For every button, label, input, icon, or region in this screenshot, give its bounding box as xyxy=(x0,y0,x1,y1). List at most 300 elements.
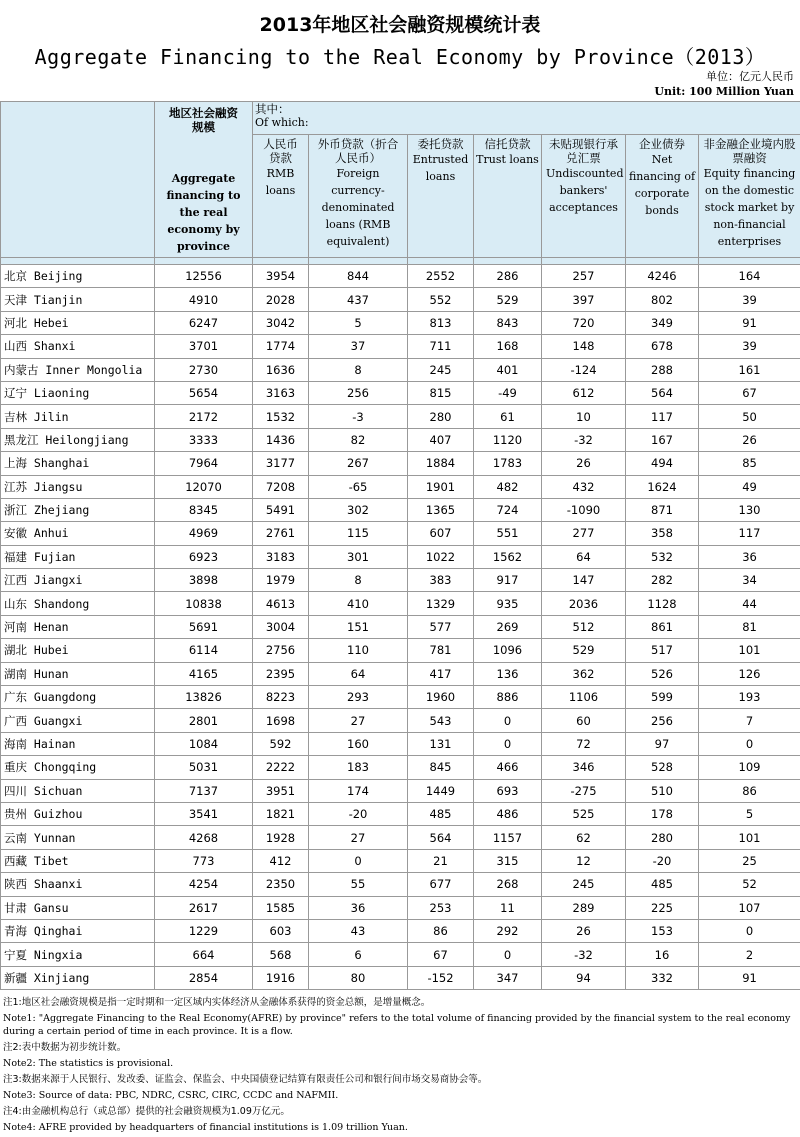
value-cell: 5491 xyxy=(253,498,309,521)
value-cell: 2761 xyxy=(253,522,309,545)
value-cell: 288 xyxy=(626,358,699,381)
province-cell: 贵州 Guizhou xyxy=(1,802,155,825)
value-cell: 4254 xyxy=(155,873,253,896)
value-cell: 529 xyxy=(474,288,542,311)
value-cell: 4969 xyxy=(155,522,253,545)
header-separator xyxy=(1,258,800,265)
table-body xyxy=(1,265,800,990)
value-cell: 52 xyxy=(699,873,800,896)
value-cell: 664 xyxy=(155,943,253,966)
value-cell: 2350 xyxy=(253,873,309,896)
value-cell: 36 xyxy=(699,545,800,568)
value-cell: 5691 xyxy=(155,615,253,638)
value-cell: 552 xyxy=(408,288,474,311)
value-cell: 80 xyxy=(309,966,408,989)
value-cell: 282 xyxy=(626,569,699,592)
value-cell: 564 xyxy=(408,826,474,849)
header-cn: 人民币贷款 xyxy=(253,135,308,165)
value-cell: 161 xyxy=(699,358,800,381)
value-cell: 1783 xyxy=(474,452,542,475)
value-cell: 97 xyxy=(626,732,699,755)
value-cell: 5 xyxy=(309,311,408,334)
value-cell: 4910 xyxy=(155,288,253,311)
value-cell: -1090 xyxy=(542,498,626,521)
value-cell: 485 xyxy=(408,802,474,825)
value-cell: 151 xyxy=(309,615,408,638)
value-cell: 10 xyxy=(542,405,626,428)
value-cell: 39 xyxy=(699,335,800,358)
financing-table xyxy=(0,101,800,990)
value-cell: 512 xyxy=(542,615,626,638)
province-cell: 江苏 Jiangsu xyxy=(1,475,155,498)
value-cell: 612 xyxy=(542,381,626,404)
value-cell: 126 xyxy=(699,662,800,685)
value-cell: 802 xyxy=(626,288,699,311)
value-cell: 12070 xyxy=(155,475,253,498)
province-cell: 福建 Fujian xyxy=(1,545,155,568)
value-cell: 3177 xyxy=(253,452,309,475)
value-cell: 861 xyxy=(626,615,699,638)
value-cell: 225 xyxy=(626,896,699,919)
header-cn: 信托贷款 xyxy=(474,135,541,151)
header-en: Undiscounted bankers' acceptances xyxy=(542,165,625,216)
province-cell: 西藏 Tibet xyxy=(1,849,155,872)
value-cell: 280 xyxy=(626,826,699,849)
value-cell: 85 xyxy=(699,452,800,475)
value-cell: 286 xyxy=(474,265,542,288)
value-cell: -49 xyxy=(474,381,542,404)
value-cell: 1928 xyxy=(253,826,309,849)
value-cell: 1901 xyxy=(408,475,474,498)
header-cn: 外币贷款（折合人民币） xyxy=(309,135,407,165)
value-cell: 5654 xyxy=(155,381,253,404)
table-row xyxy=(1,592,800,615)
value-cell: 109 xyxy=(699,756,800,779)
footnote: 注3:数据来源于人民银行、发改委、证监会、保监会、中央国债登记结算有限责任公司和银行间市场交易商协会等。 xyxy=(3,1073,797,1086)
province-cell: 四川 Sichuan xyxy=(1,779,155,802)
value-cell: 845 xyxy=(408,756,474,779)
value-cell: 724 xyxy=(474,498,542,521)
rmb-loans-header xyxy=(253,135,309,258)
value-cell: 693 xyxy=(474,779,542,802)
value-cell: 564 xyxy=(626,381,699,404)
value-cell: 1365 xyxy=(408,498,474,521)
value-cell: 349 xyxy=(626,311,699,334)
value-cell: 94 xyxy=(542,966,626,989)
province-cell: 宁夏 Ningxia xyxy=(1,943,155,966)
of-which-en: Of which: xyxy=(255,116,800,130)
value-cell: 0 xyxy=(474,732,542,755)
province-cell: 广东 Guangdong xyxy=(1,686,155,709)
value-cell: -3 xyxy=(309,405,408,428)
value-cell: 0 xyxy=(309,849,408,872)
corporate-bonds-header xyxy=(626,135,699,258)
table-row xyxy=(1,966,800,989)
table-row xyxy=(1,896,800,919)
value-cell: 1106 xyxy=(542,686,626,709)
value-cell: 482 xyxy=(474,475,542,498)
value-cell: 164 xyxy=(699,265,800,288)
aggregate-header-cn: 地区社会融资规模 xyxy=(155,104,252,134)
value-cell: 844 xyxy=(309,265,408,288)
value-cell: 110 xyxy=(309,639,408,662)
table-row xyxy=(1,311,800,334)
table-row xyxy=(1,662,800,685)
value-cell: 1096 xyxy=(474,639,542,662)
value-cell: -20 xyxy=(626,849,699,872)
province-cell: 河北 Hebei xyxy=(1,311,155,334)
value-cell: 3898 xyxy=(155,569,253,592)
table-row xyxy=(1,943,800,966)
value-cell: 27 xyxy=(309,826,408,849)
value-cell: 412 xyxy=(253,849,309,872)
value-cell: -124 xyxy=(542,358,626,381)
value-cell: 510 xyxy=(626,779,699,802)
value-cell: 1979 xyxy=(253,569,309,592)
aggregate-header-en: Aggregate financing to the real economy by province xyxy=(155,134,252,255)
value-cell: 529 xyxy=(542,639,626,662)
value-cell: 136 xyxy=(474,662,542,685)
value-cell: 280 xyxy=(408,405,474,428)
table-row xyxy=(1,452,800,475)
province-cell: 青海 Qinghai xyxy=(1,919,155,942)
value-cell: 3042 xyxy=(253,311,309,334)
province-header xyxy=(1,102,155,258)
value-cell: 1022 xyxy=(408,545,474,568)
value-cell: 3183 xyxy=(253,545,309,568)
header-en: Equity financing on the domestic stock market by non-financial enterprises xyxy=(699,165,800,250)
province-cell: 江西 Jiangxi xyxy=(1,569,155,592)
value-cell: 1636 xyxy=(253,358,309,381)
value-cell: 397 xyxy=(542,288,626,311)
value-cell: 607 xyxy=(408,522,474,545)
value-cell: 383 xyxy=(408,569,474,592)
value-cell: -152 xyxy=(408,966,474,989)
value-cell: 3333 xyxy=(155,428,253,451)
province-cell: 陕西 Shaanxi xyxy=(1,873,155,896)
value-cell: 2395 xyxy=(253,662,309,685)
value-cell: 12 xyxy=(542,849,626,872)
value-cell: 935 xyxy=(474,592,542,615)
value-cell: 5031 xyxy=(155,756,253,779)
table-row xyxy=(1,779,800,802)
province-cell: 吉林 Jilin xyxy=(1,405,155,428)
value-cell: 62 xyxy=(542,826,626,849)
province-cell: 天津 Tianjin xyxy=(1,288,155,311)
table-row xyxy=(1,569,800,592)
unit-label-en: Unit: 100 Million Yuan xyxy=(654,85,794,98)
value-cell: 407 xyxy=(408,428,474,451)
value-cell: 50 xyxy=(699,405,800,428)
value-cell: 6923 xyxy=(155,545,253,568)
footnotes xyxy=(3,996,797,1137)
table-row xyxy=(1,873,800,896)
value-cell: 101 xyxy=(699,826,800,849)
province-cell: 重庆 Chongqing xyxy=(1,756,155,779)
province-cell: 海南 Hainan xyxy=(1,732,155,755)
value-cell: 1884 xyxy=(408,452,474,475)
value-cell: 174 xyxy=(309,779,408,802)
acceptances-header xyxy=(542,135,626,258)
value-cell: 3004 xyxy=(253,615,309,638)
header-en: Entrusted loans xyxy=(408,151,473,185)
value-cell: 2172 xyxy=(155,405,253,428)
value-cell: 301 xyxy=(309,545,408,568)
value-cell: 117 xyxy=(699,522,800,545)
table-row xyxy=(1,381,800,404)
table-row xyxy=(1,288,800,311)
value-cell: 1084 xyxy=(155,732,253,755)
value-cell: 917 xyxy=(474,569,542,592)
value-cell: 494 xyxy=(626,452,699,475)
value-cell: 1229 xyxy=(155,919,253,942)
province-cell: 上海 Shanghai xyxy=(1,452,155,475)
value-cell: 401 xyxy=(474,358,542,381)
value-cell: 148 xyxy=(542,335,626,358)
table-row xyxy=(1,522,800,545)
province-cell: 甘肃 Gansu xyxy=(1,896,155,919)
value-cell: 815 xyxy=(408,381,474,404)
value-cell: 1698 xyxy=(253,709,309,732)
value-cell: 3163 xyxy=(253,381,309,404)
value-cell: 4268 xyxy=(155,826,253,849)
value-cell: 153 xyxy=(626,919,699,942)
value-cell: 532 xyxy=(626,545,699,568)
value-cell: 130 xyxy=(699,498,800,521)
value-cell: 773 xyxy=(155,849,253,872)
unit-label-cn: 单位：亿元人民币 xyxy=(706,68,794,84)
value-cell: 417 xyxy=(408,662,474,685)
value-cell: 91 xyxy=(699,966,800,989)
foreign-loans-header xyxy=(309,135,408,258)
value-cell: 432 xyxy=(542,475,626,498)
header-cn: 企业债券 xyxy=(626,135,698,151)
province-cell: 湖北 Hubei xyxy=(1,639,155,662)
value-cell: 27 xyxy=(309,709,408,732)
value-cell: 551 xyxy=(474,522,542,545)
value-cell: 485 xyxy=(626,873,699,896)
value-cell: 3541 xyxy=(155,802,253,825)
value-cell: 178 xyxy=(626,802,699,825)
value-cell: -65 xyxy=(309,475,408,498)
value-cell: 0 xyxy=(699,732,800,755)
value-cell: 4165 xyxy=(155,662,253,685)
value-cell: 677 xyxy=(408,873,474,896)
value-cell: 347 xyxy=(474,966,542,989)
value-cell: 160 xyxy=(309,732,408,755)
table-row xyxy=(1,475,800,498)
value-cell: 2028 xyxy=(253,288,309,311)
value-cell: 7 xyxy=(699,709,800,732)
value-cell: 67 xyxy=(699,381,800,404)
value-cell: 6114 xyxy=(155,639,253,662)
value-cell: 289 xyxy=(542,896,626,919)
value-cell: 592 xyxy=(253,732,309,755)
value-cell: 346 xyxy=(542,756,626,779)
value-cell: 147 xyxy=(542,569,626,592)
value-cell: 0 xyxy=(474,943,542,966)
value-cell: 1532 xyxy=(253,405,309,428)
value-cell: 3701 xyxy=(155,335,253,358)
value-cell: 1585 xyxy=(253,896,309,919)
value-cell: 36 xyxy=(309,896,408,919)
value-cell: 6 xyxy=(309,943,408,966)
header-en: Trust loans xyxy=(474,151,541,168)
value-cell: 25 xyxy=(699,849,800,872)
header-en: Foreign currency-denominated loans (RMB equivalent) xyxy=(309,165,407,250)
province-cell: 安徽 Anhui xyxy=(1,522,155,545)
value-cell: 245 xyxy=(408,358,474,381)
value-cell: 1436 xyxy=(253,428,309,451)
header-cn: 未贴现银行承兑汇票 xyxy=(542,135,625,165)
value-cell: 2222 xyxy=(253,756,309,779)
value-cell: 603 xyxy=(253,919,309,942)
value-cell: 49 xyxy=(699,475,800,498)
value-cell: 34 xyxy=(699,569,800,592)
value-cell: 256 xyxy=(626,709,699,732)
province-cell: 内蒙古 Inner Mongolia xyxy=(1,358,155,381)
value-cell: 362 xyxy=(542,662,626,685)
value-cell: 813 xyxy=(408,311,474,334)
value-cell: 168 xyxy=(474,335,542,358)
province-cell: 黑龙江 Heilongjiang xyxy=(1,428,155,451)
value-cell: 2730 xyxy=(155,358,253,381)
value-cell: 115 xyxy=(309,522,408,545)
page-title: 2013年地区社会融资规模统计表 xyxy=(0,10,800,37)
value-cell: 526 xyxy=(626,662,699,685)
value-cell: 1774 xyxy=(253,335,309,358)
province-cell: 山西 Shanxi xyxy=(1,335,155,358)
province-cell: 辽宁 Liaoning xyxy=(1,381,155,404)
value-cell: 599 xyxy=(626,686,699,709)
value-cell: 886 xyxy=(474,686,542,709)
value-cell: -32 xyxy=(542,943,626,966)
value-cell: 8 xyxy=(309,569,408,592)
value-cell: 12556 xyxy=(155,265,253,288)
value-cell: 39 xyxy=(699,288,800,311)
value-cell: 267 xyxy=(309,452,408,475)
value-cell: 2 xyxy=(699,943,800,966)
value-cell: 1624 xyxy=(626,475,699,498)
header-cn: 委托贷款 xyxy=(408,135,473,151)
value-cell: 67 xyxy=(408,943,474,966)
value-cell: 302 xyxy=(309,498,408,521)
value-cell: 1329 xyxy=(408,592,474,615)
table-row xyxy=(1,686,800,709)
header-cn: 非金融企业境内股票融资 xyxy=(699,135,800,165)
value-cell: 13826 xyxy=(155,686,253,709)
value-cell: 101 xyxy=(699,639,800,662)
value-cell: 245 xyxy=(542,873,626,896)
value-cell: 678 xyxy=(626,335,699,358)
value-cell: -275 xyxy=(542,779,626,802)
footnote: Note4: AFRE provided by headquarters of financial institutions is 1.09 trillion Yuan. xyxy=(3,1121,797,1134)
value-cell: 117 xyxy=(626,405,699,428)
value-cell: 292 xyxy=(474,919,542,942)
footnote: 注2:表中数据为初步统计数。 xyxy=(3,1041,797,1054)
value-cell: 437 xyxy=(309,288,408,311)
value-cell: 543 xyxy=(408,709,474,732)
table-row xyxy=(1,826,800,849)
table-row xyxy=(1,405,800,428)
value-cell: 43 xyxy=(309,919,408,942)
value-cell: 577 xyxy=(408,615,474,638)
footnote: Note2: The statistics is provisional. xyxy=(3,1057,797,1070)
of-which-cn: 其中： xyxy=(255,102,800,116)
table-row xyxy=(1,265,800,288)
equity-financing-header xyxy=(699,135,800,258)
value-cell: 528 xyxy=(626,756,699,779)
footnote: Note1: "Aggregate Financing to the Real Economy(AFRE) by province" refers to the total volume of financing provided by the financial system to the real economy during a certain period of time in each province. It is a flow. xyxy=(3,1012,797,1038)
value-cell: 277 xyxy=(542,522,626,545)
value-cell: 8345 xyxy=(155,498,253,521)
value-cell: 332 xyxy=(626,966,699,989)
value-cell: 1960 xyxy=(408,686,474,709)
value-cell: 167 xyxy=(626,428,699,451)
page-title-english: Aggregate Financing to the Real Economy by Province（2013） xyxy=(0,41,800,70)
table-row xyxy=(1,709,800,732)
table-row xyxy=(1,756,800,779)
value-cell: 44 xyxy=(699,592,800,615)
value-cell: 7964 xyxy=(155,452,253,475)
value-cell: 1449 xyxy=(408,779,474,802)
table-row xyxy=(1,358,800,381)
value-cell: 1157 xyxy=(474,826,542,849)
province-cell: 北京 Beijing xyxy=(1,265,155,288)
province-cell: 新疆 Xinjiang xyxy=(1,966,155,989)
value-cell: 257 xyxy=(542,265,626,288)
value-cell: 466 xyxy=(474,756,542,779)
value-cell: 0 xyxy=(699,919,800,942)
value-cell: 1821 xyxy=(253,802,309,825)
value-cell: 4246 xyxy=(626,265,699,288)
value-cell: 64 xyxy=(309,662,408,685)
value-cell: 86 xyxy=(699,779,800,802)
value-cell: 26 xyxy=(699,428,800,451)
value-cell: 8223 xyxy=(253,686,309,709)
value-cell: 0 xyxy=(474,709,542,732)
value-cell: 517 xyxy=(626,639,699,662)
table-row xyxy=(1,615,800,638)
aggregate-header xyxy=(155,102,253,258)
value-cell: -32 xyxy=(542,428,626,451)
table-row xyxy=(1,732,800,755)
footnote: 注4:由金融机构总行（或总部）提供的社会融资规模为1.09万亿元。 xyxy=(3,1105,797,1118)
value-cell: 60 xyxy=(542,709,626,732)
value-cell: 781 xyxy=(408,639,474,662)
value-cell: 1128 xyxy=(626,592,699,615)
value-cell: 568 xyxy=(253,943,309,966)
value-cell: 82 xyxy=(309,428,408,451)
value-cell: 843 xyxy=(474,311,542,334)
table-row xyxy=(1,335,800,358)
value-cell: 293 xyxy=(309,686,408,709)
value-cell: 64 xyxy=(542,545,626,568)
value-cell: 7208 xyxy=(253,475,309,498)
entrusted-loans-header xyxy=(408,135,474,258)
value-cell: 131 xyxy=(408,732,474,755)
value-cell: 91 xyxy=(699,311,800,334)
value-cell: 86 xyxy=(408,919,474,942)
trust-loans-header xyxy=(474,135,542,258)
province-cell: 湖南 Hunan xyxy=(1,662,155,685)
table-row xyxy=(1,849,800,872)
value-cell: 410 xyxy=(309,592,408,615)
table-row xyxy=(1,639,800,662)
value-cell: 720 xyxy=(542,311,626,334)
value-cell: 315 xyxy=(474,849,542,872)
province-cell: 河南 Henan xyxy=(1,615,155,638)
